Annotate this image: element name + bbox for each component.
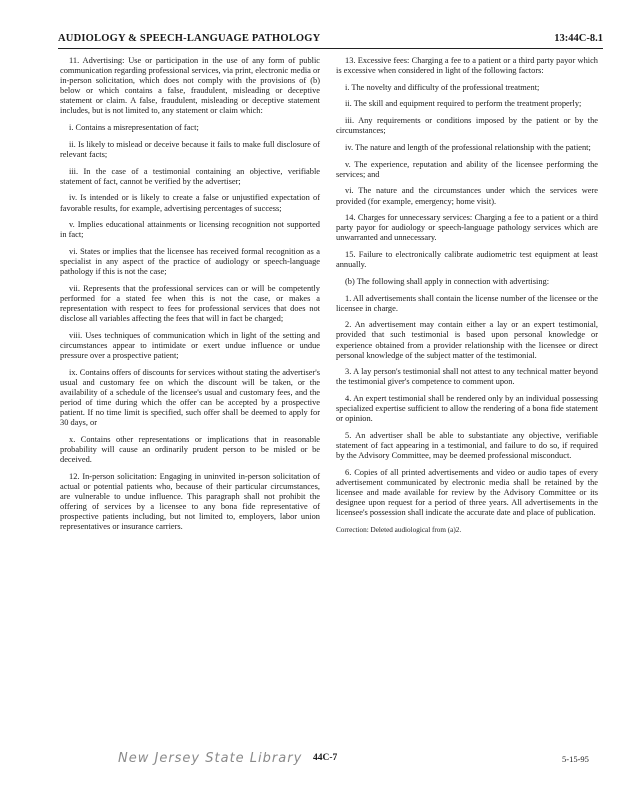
correction-note: Correction: Deleted audiological from (a)2. (336, 525, 462, 534)
item-13-i: i. The novelty and difficulty of the professional treatment; (345, 82, 540, 92)
item-b-5: 5. An advertiser shall be able to substantiate any objective, verifiable statement of fact appearing in a testimonial, and failure to do so, if required by the Advisory Committee, may be deemed professional misconduct. (336, 430, 598, 461)
item-b-2: 2. An advertisement may contain either a lay or an expert testimonial, provided that such testimonial is based upon personal knowledge or experience obtained from a provider relationship with the licensee or direct personal knowledge of the subject matter of the testimonial. (336, 320, 598, 360)
item-11-i: i. Contains a misrepresentation of fact; (69, 123, 199, 133)
item-11-vi: vi. States or implies that the licensee has received formal recognition as a specialist in any aspect of the practice of audiology or speech-language pathology if this is not the case; (60, 246, 320, 277)
item-13-iii: iii. Any requirements or conditions imposed by the patient or by the circumstances; (336, 116, 598, 136)
item-11-vii: vii. Represents that the professional services can or will be competently performed for a stated fee when this is not the case, or makes a representation with respect to fees for professional services that does not disclose all variables affecting the fees that will in fact be charged; (60, 283, 320, 324)
item-11-iii: iii. In the case of a testimonial containing an objective, verifiable statement of fact, cannot be verified by the advertiser; (60, 166, 320, 186)
item-13-ii: ii. The skill and equipment required to perform the treatment properly; (345, 99, 582, 109)
left-column (60, 56, 320, 539)
item-b-1: 1. All advertisements shall contain the license number of the licensee or the licensee in charge. (336, 293, 598, 313)
subsection-b: (b) The following shall apply in connection with advertising: (345, 276, 550, 286)
item-11-viii: viii. Uses techniques of communication which in light of the setting and circumstances appear to intimidate or exert undue influence or undue pressure over a prospective patient; (60, 330, 320, 360)
item-11-x: x. Contains other representations or implications that in reasonable probability will cause an ordinarily prudent person to be misled or be deceived. (60, 434, 320, 465)
paragraph-11: 11. Advertising: Use or participation in the use of any form of public communication regarding professional services, via print, electronic media or in-person solicitation, which does not comply with the provisions of (b) below or which contains a false, fraudulent, misleading or deceptive statement or claim. A false, fraudulent, misleading or deceptive statement includes, but is not limited to, any statement or claim which: (60, 56, 320, 116)
item-b-3: 3. A lay person's testimonial shall not attest to any technical matter beyond the testimonial giver's competence to comment upon. (336, 367, 598, 387)
item-13-iv: iv. The nature and length of the professional relationship with the patient; (345, 142, 591, 152)
paragraph-15: 15. Failure to electronically calibrate audiometric test equipment at least annually. (336, 250, 598, 270)
item-11-ii: ii. Is likely to mislead or deceive because it fails to make full disclosure of relevant facts; (60, 139, 320, 159)
paragraph-13: 13. Excessive fees: Charging a fee to a patient or a third party payor which is excessive when considered in light of the following factors: (336, 56, 598, 76)
header-code: 13:44C-8.1 (554, 33, 603, 44)
item-11-iv: iv. Is intended or is likely to create a false or unjustified expectation of favorable results, for example, advertising percentages of success; (60, 193, 320, 213)
library-stamp: New Jersey State Library (118, 751, 303, 766)
header-title: AUDIOLOGY & SPEECH-LANGUAGE PATHOLOGY (58, 33, 321, 44)
item-11-v: v. Implies educational attainments or licensing recognition not supported in fact; (60, 220, 320, 240)
item-b-6: 6. Copies of all printed advertisements and video or audio tapes of every advertisement communicated by electronic media shall be retained by the licensee and made available for review by the Advisory Committee or its designee upon request for a period of three years. All advertisements in the licensee's possession shall indicate the accurate date and place of publication. (336, 467, 598, 518)
header-rule (58, 48, 603, 49)
item-13-vi: vi. The nature and the circumstances under which the services were provided (for example, emergency; home visit). (336, 186, 598, 206)
item-11-ix: ix. Contains offers of discounts for services without stating the advertiser's usual and customary fee on which the discount will be taken, or the availability of a schedule of the licensee's usual and customary fees, and the period of time during which the offer can be accepted by a prospective patient. If no time limit is specified, such offer shall be deemed to apply for 30 days, or (60, 367, 320, 428)
item-b-4: 4. An expert testimonial shall be rendered only by an individual possessing specialized expertise sufficient to allow the rendering of a bona fide statement or opinion. (336, 394, 598, 424)
item-13-v: v. The experience, reputation and ability of the licensee performing the services; and (336, 159, 598, 179)
revision-date: 5-15-95 (562, 754, 589, 764)
page-number: 44C-7 (313, 753, 338, 763)
running-header (58, 33, 603, 47)
paragraph-14: 14. Charges for unnecessary services: Charging a fee to a patient or a third party payor for audiology or speech-language pathology services which are unwarranted and unnecessary. (336, 213, 598, 243)
paragraph-12: 12. In-person solicitation: Engaging in uninvited in-person solicitation of actual or potential patients who, because of their particular circumstances, are vulnerable to undue influence. This paragraph shall not prohibit the offering of services by a licensee to any bona fide representative of prospective patients including, but not limited to, employers, labor union representatives or insurance carriers. (60, 471, 320, 532)
right-column (336, 56, 598, 542)
